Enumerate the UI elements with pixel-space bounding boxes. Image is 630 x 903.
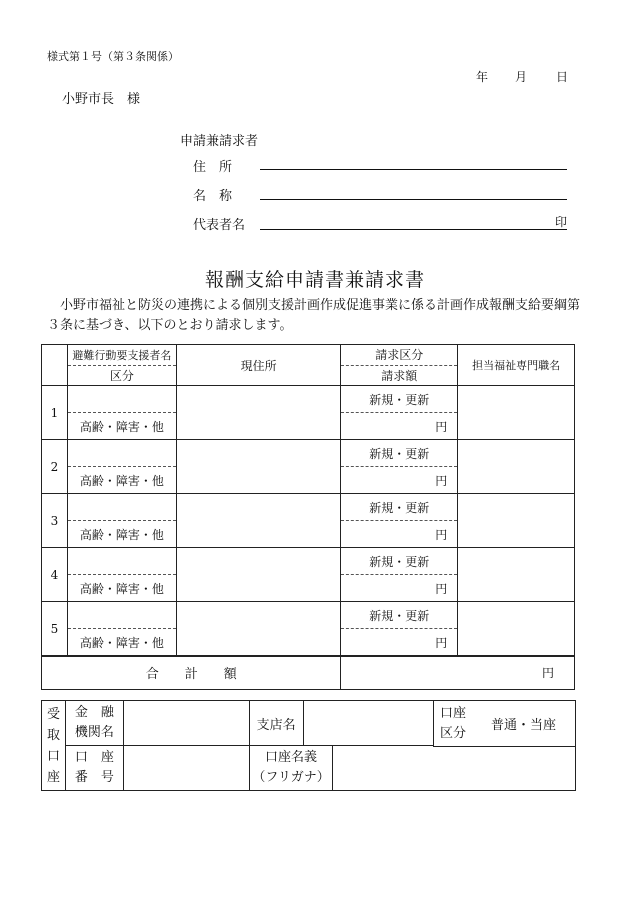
- account-number-label: 口 座 番 号: [65, 746, 123, 791]
- row-address-field[interactable]: [176, 386, 341, 440]
- row-claim-type[interactable]: 新規・更新: [341, 440, 457, 467]
- row-address-field[interactable]: [176, 494, 341, 548]
- row-staff-field[interactable]: [458, 386, 575, 440]
- name-field[interactable]: [260, 198, 567, 200]
- row-evac-cell[interactable]: [67, 494, 176, 548]
- table-row: [42, 440, 575, 494]
- row-claim-amount-unit[interactable]: 円: [435, 581, 448, 596]
- header-staff: 担当福祉専門職名: [458, 345, 575, 386]
- institution-label: 金 融 機関名: [65, 701, 123, 746]
- row-claim-cell[interactable]: [341, 386, 458, 440]
- account-type-selector[interactable]: 普通・当座: [472, 700, 576, 747]
- row-staff-field[interactable]: [458, 602, 575, 657]
- row-address-field[interactable]: [176, 602, 341, 657]
- row-claim-type[interactable]: 新規・更新: [341, 386, 457, 413]
- row-address-field[interactable]: [176, 440, 341, 494]
- row-evac-cell[interactable]: [67, 440, 176, 494]
- row-evac-name-field[interactable]: [68, 440, 176, 467]
- header-address: 現住所: [176, 345, 341, 386]
- seal-mark: 印: [554, 215, 567, 229]
- row-staff-field[interactable]: [458, 548, 575, 602]
- header-claim-amount: 請求額: [381, 368, 418, 383]
- table-header-row: [42, 345, 575, 386]
- row-evac-name-field[interactable]: [68, 548, 176, 575]
- institution-field[interactable]: [123, 701, 249, 746]
- branch-label: 支店名: [249, 701, 303, 746]
- name-label: 名 称: [193, 189, 233, 204]
- total-label: 合 計 額: [42, 656, 341, 689]
- row-claim-cell[interactable]: [341, 494, 458, 548]
- row-number: 2: [42, 440, 68, 494]
- bank-row-account: [42, 746, 576, 791]
- row-staff-field[interactable]: [458, 494, 575, 548]
- account-number-field[interactable]: [123, 746, 249, 791]
- total-row: [42, 656, 575, 689]
- table-row: [42, 548, 575, 602]
- row-number: 4: [42, 548, 68, 602]
- row-number: 1: [42, 386, 68, 440]
- row-category[interactable]: 高齢・障害・他: [79, 635, 164, 650]
- form-number: 様式第１号（第３条関係）: [47, 50, 179, 63]
- table-row: [42, 602, 575, 657]
- receiving-account-label: 受 取 口 座: [42, 701, 66, 791]
- total-amount-field[interactable]: 円: [341, 656, 575, 689]
- row-claim-cell[interactable]: [341, 548, 458, 602]
- row-claim-amount-unit[interactable]: 円: [435, 473, 448, 488]
- row-claim-type[interactable]: 新規・更新: [341, 602, 457, 629]
- claims-table: [41, 344, 575, 690]
- header-claim-cell: [341, 345, 458, 386]
- row-evac-cell[interactable]: [67, 386, 176, 440]
- row-claim-type[interactable]: 新規・更新: [341, 548, 457, 575]
- row-evac-name-field[interactable]: [68, 386, 176, 413]
- row-number: 5: [42, 602, 68, 657]
- account-holder-label: 口座名義 （フリガナ）: [249, 746, 333, 791]
- representative-field[interactable]: [260, 228, 567, 230]
- account-type-label: 口座 区分: [433, 700, 473, 747]
- applicant-title: 申請兼請求者: [180, 134, 259, 149]
- addressee: 小野市長 様: [62, 92, 141, 107]
- row-category[interactable]: 高齢・障害・他: [79, 527, 164, 542]
- row-claim-amount-unit[interactable]: 円: [435, 527, 448, 542]
- row-evac-cell[interactable]: [67, 602, 176, 657]
- header-category: 区分: [109, 368, 134, 383]
- row-category[interactable]: 高齢・障害・他: [79, 581, 164, 596]
- address-label: 住 所: [193, 160, 233, 175]
- address-field[interactable]: [260, 168, 567, 170]
- row-claim-type[interactable]: 新規・更新: [341, 494, 457, 521]
- row-claim-amount-unit[interactable]: 円: [435, 635, 448, 650]
- row-evac-cell[interactable]: [67, 548, 176, 602]
- row-address-field[interactable]: [176, 548, 341, 602]
- date-day-label: 日: [556, 70, 569, 84]
- date-year-label: 年: [476, 70, 489, 84]
- row-category[interactable]: 高齢・障害・他: [79, 473, 164, 488]
- row-claim-cell[interactable]: [341, 440, 458, 494]
- date-month-label: 月: [515, 70, 528, 84]
- account-holder-field[interactable]: [333, 746, 576, 791]
- header-evac-cell: [67, 345, 176, 386]
- table-row: [42, 386, 575, 440]
- row-number: 3: [42, 494, 68, 548]
- representative-label: 代表者名: [193, 218, 246, 233]
- table-row: [42, 494, 575, 548]
- document-body: 小野市福祉と防災の連携による個別支援計画作成促進事業に係る計画作成報酬支給要綱第３条に基づき、以下のとおり請求します。: [47, 298, 581, 333]
- row-claim-amount-unit[interactable]: 円: [435, 419, 448, 434]
- row-claim-cell[interactable]: [341, 602, 458, 657]
- row-category[interactable]: 高齢・障害・他: [79, 419, 164, 434]
- header-evac-name: 避難行動要支援者名: [68, 345, 176, 366]
- row-evac-name-field[interactable]: [68, 494, 176, 521]
- header-number-cell: [42, 345, 68, 386]
- row-staff-field[interactable]: [458, 440, 575, 494]
- row-evac-name-field[interactable]: [68, 602, 176, 629]
- header-claim-type: 請求区分: [341, 345, 457, 366]
- document-title: 報酬支給申請書兼請求書: [204, 269, 425, 291]
